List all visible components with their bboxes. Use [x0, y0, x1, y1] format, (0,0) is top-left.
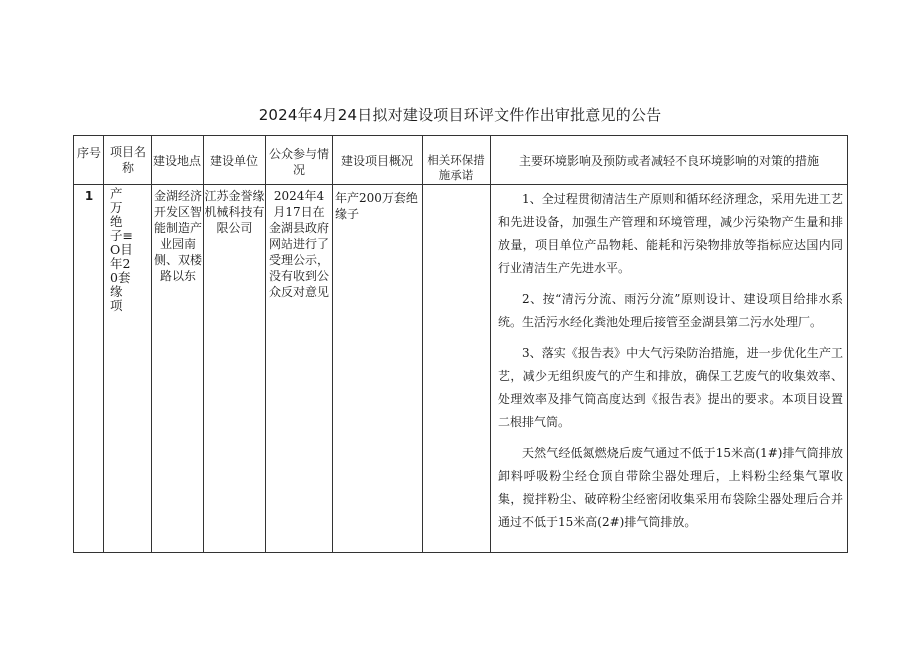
header-seq: 序号 [76, 146, 101, 160]
measure-item: 3、落实《报告表》中大气污染防治措施，进一步优化生产工艺，减少无组织废气的产生和排放，确保工艺废气的收集效率、处理效率及排气筒高度达到《报告表》提出的要求。本项目设置二根排气筒。 [498, 346, 843, 429]
page-title: 2024年4月24日拟对建设项目环评文件作出审批意见的公告 [258, 106, 662, 124]
header-location: 建设地点 [152, 154, 201, 168]
header-public-participation: 公众参与情况 [268, 147, 329, 177]
measure-item: 1、全过程贯彻清洁生产原则和循环经济理念，采用先进工艺和先进设备，加强生产管理和环境管理，减少污染物产生量和排放量，项目单位产品物耗、能耗和污染物排放等指标应达国内同行业清洁生产先进水平。 [498, 192, 843, 275]
approval-table [73, 135, 848, 553]
row-seq: 1 [84, 189, 94, 203]
row-location: 金湖经济开发区智能制造产业园南侧、双楼路以东 [154, 189, 203, 283]
header-project-name: 项目名称 [109, 145, 146, 175]
row-project-name: 产万绝子≡O目年20套缘项 [110, 186, 133, 313]
row-measures [498, 188, 843, 542]
row-public-participation: 2024年4月17日在金湖县政府网站进行了受理公示，没有收到公众反对意见 [268, 189, 329, 299]
header-project-overview: 建设项目概况 [340, 154, 413, 168]
header-env-commitment: 相关环保措施承诺 [427, 153, 485, 182]
measure-item: 天然气经低氮燃烧后废气通过不低于15米高(1#)排气筒排放卸料呼吸粉尘经仓顶自带除尘器处理后，上料粉尘经集气罩收集，搅拌粉尘、破碎粉尘经密闭收集采用布袋除尘器处理后合并通过不低于15米高(2#)排气筒排放。 [498, 446, 843, 529]
header-measures: 主要环境影响及预防或者减轻不良环境影响的对策的措施 [518, 154, 819, 168]
row-unit: 江苏金誉缘机械科技有限公司 [204, 189, 265, 235]
header-unit: 建设单位 [209, 154, 258, 168]
row-project-overview: 年产200万套绝缘子 [335, 191, 418, 221]
measure-item: 2、按“清污分流、雨污分流”原则设计、建设项目给排水系统。生活污水经化粪池处理后接管至金湖县第二污水处理厂。 [498, 292, 843, 329]
